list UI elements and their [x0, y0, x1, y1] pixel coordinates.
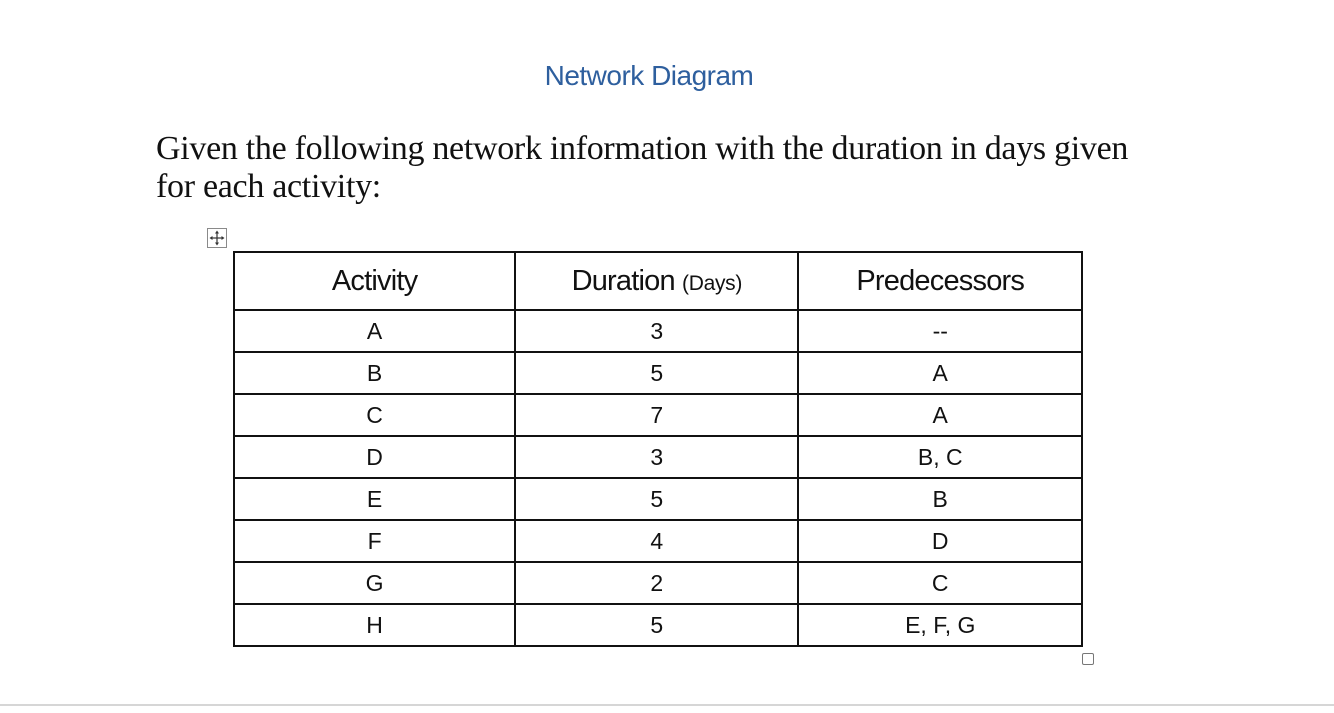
duration-cell: 3 [515, 436, 798, 478]
activity-cell: D [234, 436, 515, 478]
activity-cell: E [234, 478, 515, 520]
intro-paragraph: Given the following network information with the duration in days given for each activity: [156, 130, 1129, 205]
duration-cell: 3 [515, 310, 798, 352]
table-row [234, 604, 1082, 646]
header-predecessors: Predecessors [798, 252, 1082, 310]
table-row [234, 520, 1082, 562]
table-row [234, 478, 1082, 520]
header-activity: Activity [234, 252, 515, 310]
duration-cell: 7 [515, 394, 798, 436]
duration-cell: 4 [515, 520, 798, 562]
activity-cell: A [234, 310, 515, 352]
predecessors-cell: A [798, 394, 1082, 436]
table-row [234, 310, 1082, 352]
predecessors-cell: -- [798, 310, 1082, 352]
predecessors-cell: D [798, 520, 1082, 562]
activity-table [233, 251, 1083, 647]
duration-cell: 5 [515, 352, 798, 394]
activity-cell: H [234, 604, 515, 646]
document-heading: Network Diagram [544, 60, 754, 91]
activity-cell: C [234, 394, 515, 436]
table-row [234, 394, 1082, 436]
table-resize-handle-icon[interactable] [1082, 653, 1094, 665]
header-duration-label: Duration [571, 264, 675, 297]
page-bottom-divider [0, 704, 1334, 706]
duration-cell: 2 [515, 562, 798, 604]
activity-cell: B [234, 352, 515, 394]
header-duration-unit: (Days) [682, 271, 743, 295]
duration-cell: 5 [515, 604, 798, 646]
predecessors-cell: E, F, G [798, 604, 1082, 646]
table-move-handle-icon[interactable] [207, 228, 227, 248]
table-header-row [234, 252, 1082, 310]
header-duration [515, 252, 798, 310]
predecessors-cell: B [798, 478, 1082, 520]
activity-cell: G [234, 562, 515, 604]
table-row [234, 352, 1082, 394]
activity-cell: F [234, 520, 515, 562]
table-row [234, 436, 1082, 478]
predecessors-cell: C [798, 562, 1082, 604]
predecessors-cell: B, C [798, 436, 1082, 478]
predecessors-cell: A [798, 352, 1082, 394]
table-row [234, 562, 1082, 604]
duration-cell: 5 [515, 478, 798, 520]
